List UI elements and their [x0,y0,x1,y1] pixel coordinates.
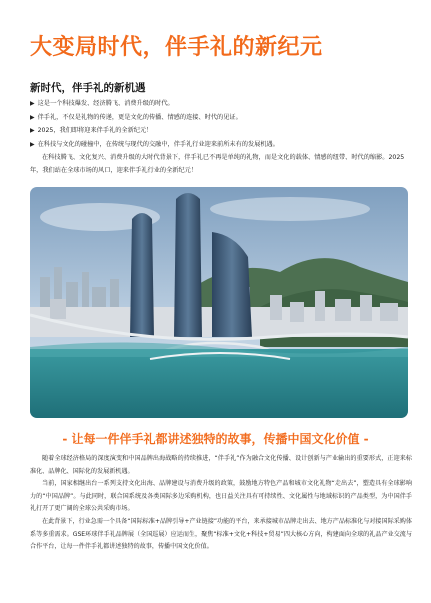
bullet-item [30,138,410,152]
bullet-text: 这是一个科技爆发、经济腾飞、消费升级的时代。 [37,100,174,107]
body-paragraph: 随着全球经济格局的深度演变和中国品牌出海战略的持续推进，“伴手礼”作为融合文化传播、设计创新与产业输出的重要形式，正迎来标准化、品牌化、国际化的发展新机遇。 [30,455,412,475]
slogan: - 让每一件伴手礼都讲述独特的故事，传播中国文化价值 - [62,432,369,446]
page-title: 大变局时代，伴手礼的新纪元 [30,35,323,60]
city-skyline-photo [30,187,408,418]
bullet-item [30,97,410,111]
bullet-list [30,97,410,151]
triangle-bullet-icon: ▶ [30,127,35,134]
bullet-text: 在科技与文化的碰撞中，在传统与现代的交融中，伴手礼行业迎来前所未有的发展机遇。 [37,140,279,148]
bullet-text: 2025，我们即将迎来伴手礼的全新纪元！ [37,127,153,134]
bullet-item [30,111,410,125]
body-paragraph: 当前，国家相继出台一系列支持文化出海、品牌建设与消费升级的政策，鼓励地方特色产品和城市文化礼物“走出去”，塑造具有全球影响力的“中国品牌”。与此同时，联合国系统及各类国际多边采购机构，也日益关注具有可持续性、文化属性与地域标识的产品类型，为中国伴手礼打开了更广阔的全球公共采购市场。 [30,480,412,513]
triangle-bullet-icon: ▶ [30,100,35,107]
bullet-text: 伴手礼，不仅是礼物的传递，更是文化的传播、情感的连接、时代的见证。 [37,113,242,121]
intro-paragraph: 在科技腾飞、文化复兴、消费升级的大时代背景下，伴手礼已不再是单纯的礼物，而是文化的载体、情感的纽带、时代的缩影。2025年，我们站在全球市场的风口，迎来伴手礼行业的全新纪元！ [30,154,405,174]
section-heading: 新时代，伴手礼的新机遇 [30,82,146,94]
bullet-item [30,124,410,138]
body-paragraph: 在此背景下，行业急需一个具备“国际标准+品牌引导+产业链接”功能的平台，来承接城市品牌走出去、地方产品标准化与对接国际采购体系等多重需求。GSE环球伴手礼品牌展（全国巡展）应运而生，聚焦“标准+文化+科技+贸易”四大核心方向，构建面向全球的礼品产业交流与合作平台，让每一件伴手礼都讲述独特的故事，传播中国文化价值。 [30,517,412,551]
triangle-bullet-icon: ▶ [30,140,35,148]
body-text [30,453,412,554]
triangle-bullet-icon: ▶ [30,113,35,121]
